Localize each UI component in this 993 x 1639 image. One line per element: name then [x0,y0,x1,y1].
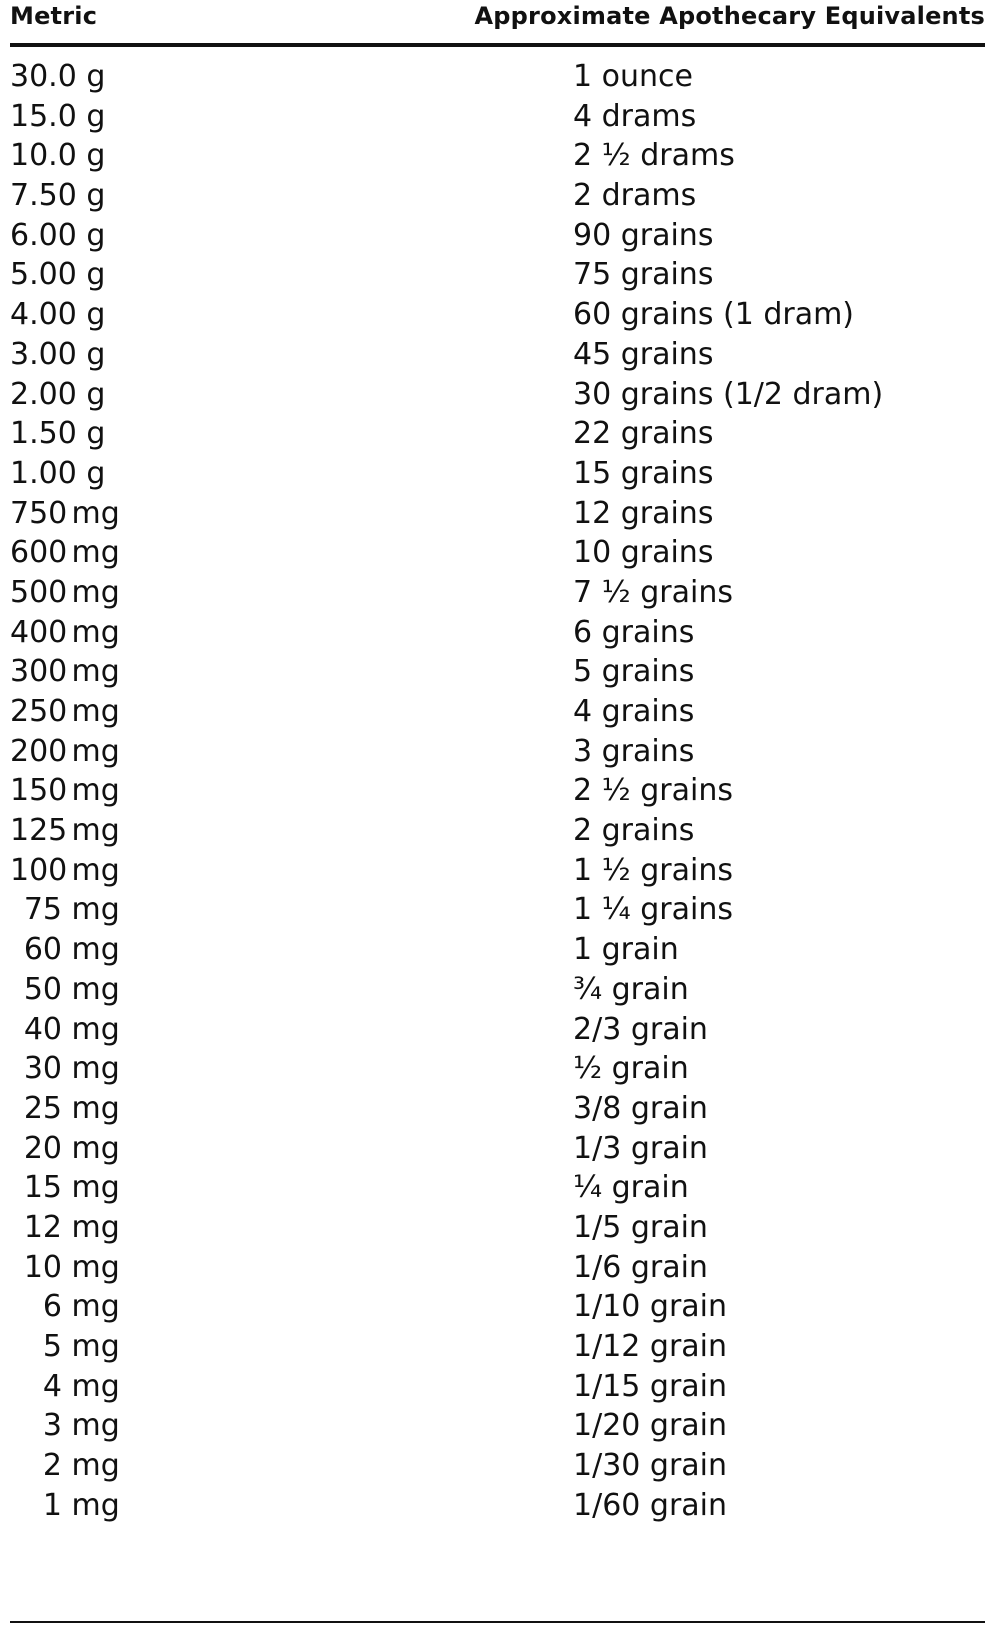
apothecary-cell: 15 grains [573,455,714,491]
metric-cell: 75 mg [23,892,120,928]
table-row [10,137,985,177]
table-header-row [10,0,985,38]
apothecary-cell: 75 grains [573,257,714,293]
apothecary-cell: 1/15 grain [573,1368,728,1404]
table-row [10,256,985,296]
metric-cell: 6.00 g [10,217,106,253]
metric-cell: 1 mg [42,1487,120,1523]
metric-cell: 20 mg [23,1130,120,1166]
metric-cell: 3 mg [42,1408,120,1444]
header-rule [10,43,985,47]
metric-cell: 5.00 g [10,257,106,293]
apothecary-cell: 1/30 grain [573,1448,728,1484]
table-row [10,534,985,574]
table-row [10,455,985,495]
metric-cell: 10.0 g [10,138,106,174]
metric-cell: 7.50 g [10,178,106,214]
table-row [10,336,985,376]
metric-column-header: Metric [10,2,98,30]
apothecary-cell: 10 grains [573,535,714,571]
table-row [10,1249,985,1289]
apothecary-cell: ¼ grain [573,1170,689,1206]
table-row [10,1368,985,1408]
metric-cell: 15 mg [23,1170,120,1206]
apothecary-cell: 3 grains [573,733,695,769]
table-row [10,772,985,812]
apothecary-cell: 90 grains [573,217,714,253]
apothecary-cell: 30 grains (1/2 dram) [573,376,884,412]
apothecary-column-header: Approximate Apothecary Equivalents [474,2,985,30]
metric-cell: 3.00 g [10,336,106,372]
apothecary-cell: ¾ grain [573,971,689,1007]
metric-cell: 300 mg [10,654,120,690]
metric-cell: 25 mg [23,1090,120,1126]
apothecary-cell: 2 ½ grains [573,773,733,809]
apothecary-cell: 12 grains [573,495,714,531]
metric-cell: 40 mg [23,1011,120,1047]
metric-cell: 200 mg [10,733,120,769]
metric-cell: 2.00 g [10,376,106,412]
metric-cell: 10 mg [23,1249,120,1285]
metric-cell: 12 mg [23,1209,120,1245]
table-row [10,1011,985,1051]
table-row [10,415,985,455]
apothecary-cell: ½ grain [573,1051,689,1087]
table-row [10,1487,985,1527]
apothecary-cell: 22 grains [573,416,714,452]
metric-cell: 400 mg [10,614,120,650]
table-row [10,217,985,257]
metric-cell: 5 mg [42,1329,120,1364]
table-row [10,1288,985,1328]
table-row [10,58,985,98]
apothecary-cell: 4 grains [573,694,695,729]
table-row [10,376,985,416]
table-row [10,1407,985,1447]
table-row [10,495,985,535]
table-row [10,177,985,217]
metric-cell: 1.00 g [10,455,106,491]
table-row [10,574,985,614]
apothecary-cell: 2 drams [573,178,697,214]
table-row [10,1169,985,1209]
table-body [10,58,985,1526]
apothecary-cell: 1 ounce [573,59,693,94]
apothecary-cell: 1 ¼ grains [573,892,733,928]
table-row [10,852,985,892]
table-row [10,1447,985,1487]
metric-cell: 150 mg [10,773,120,809]
table-row [10,891,985,931]
conversion-table [10,0,985,1523]
table-row [10,1209,985,1249]
apothecary-cell: 2/3 grain [573,1011,708,1047]
apothecary-cell: 1/5 grain [573,1209,708,1245]
apothecary-cell: 6 grains [573,614,695,650]
table-row [10,296,985,336]
apothecary-cell: 2 ½ drams [573,138,735,174]
apothecary-cell: 1 ½ grains [573,852,733,888]
metric-cell: 250 mg [10,694,120,729]
apothecary-cell: 60 grains (1 dram) [573,297,855,333]
metric-cell: 30.0 g [10,59,106,94]
table-row [10,1130,985,1170]
metric-cell: 125 mg [10,813,120,849]
apothecary-cell: 5 grains [573,654,695,690]
table-row [10,1090,985,1130]
metric-cell: 750 mg [10,495,120,531]
metric-cell: 600 mg [10,535,120,571]
table-row [10,733,985,773]
apothecary-cell: 4 drams [573,98,697,134]
apothecary-cell: 1/10 grain [573,1289,728,1325]
table-row [10,971,985,1011]
metric-cell: 2 mg [42,1448,120,1484]
table-row [10,1328,985,1368]
metric-cell: 4.00 g [10,297,106,333]
table-row [10,812,985,852]
metric-cell: 100 mg [10,852,120,888]
table-row [10,693,985,733]
table-row [10,931,985,971]
apothecary-cell: 1/3 grain [573,1130,708,1166]
metric-cell: 500 mg [10,574,120,610]
table-row [10,614,985,654]
apothecary-cell: 2 grains [573,813,695,849]
apothecary-cell: 45 grains [573,336,714,372]
metric-cell: 15.0 g [10,98,106,134]
table-row [10,653,985,693]
metric-cell: 4 mg [42,1368,120,1404]
metric-cell: 60 mg [23,932,120,968]
metric-cell: 1.50 g [10,416,106,452]
apothecary-cell: 7 ½ grains [573,574,733,610]
bottom-rule [10,1621,985,1623]
apothecary-cell: 1/60 grain [573,1487,728,1523]
metric-cell: 30 mg [23,1051,120,1087]
table-row [10,98,985,138]
table-row [10,1050,985,1090]
apothecary-cell: 1/20 grain [573,1408,728,1444]
metric-cell: 50 mg [23,971,120,1007]
apothecary-cell: 1/6 grain [573,1249,708,1285]
apothecary-cell: 1 grain [573,932,679,968]
apothecary-cell: 1/12 grain [573,1329,728,1364]
apothecary-cell: 3/8 grain [573,1090,708,1126]
metric-cell: 6 mg [42,1289,120,1325]
